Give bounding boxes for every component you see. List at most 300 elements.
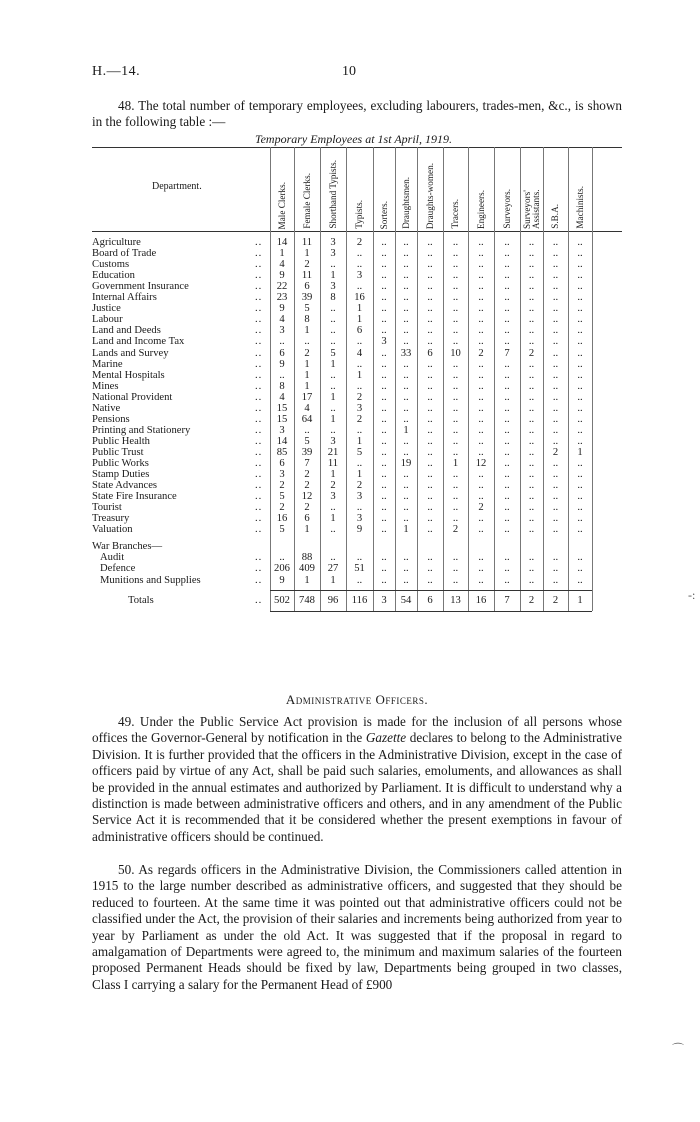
- leader-dots: ..: [255, 574, 263, 586]
- table-cell: ..: [552, 248, 559, 260]
- table-cell: 3: [330, 491, 336, 503]
- table-cell: ..: [504, 413, 510, 425]
- department-name: Justice: [92, 303, 121, 315]
- table-cell: ..: [504, 469, 510, 481]
- table-cell: ..: [528, 402, 535, 414]
- totals-cell: 16: [475, 594, 487, 606]
- table-cell: ..: [403, 380, 409, 392]
- table-cell: ..: [478, 314, 484, 326]
- table-cell: 1: [577, 446, 583, 458]
- table-cell: ..: [577, 347, 583, 359]
- table-cell: 2: [552, 446, 559, 458]
- leader-dots: ..: [255, 491, 263, 503]
- table-cell: ..: [478, 358, 484, 370]
- table-cell: ..: [427, 402, 433, 414]
- table-row: [92, 502, 622, 513]
- table-cell: ..: [403, 336, 409, 348]
- table-cell: 11: [301, 237, 313, 248]
- table-cell: 1: [356, 314, 363, 326]
- table-cell: ..: [528, 424, 535, 436]
- table-cell: ..: [478, 491, 484, 503]
- table-cell: ..: [381, 248, 387, 260]
- table-cell: ..: [552, 458, 559, 469]
- department-name: Treasury: [92, 513, 130, 525]
- table-cell: ..: [552, 402, 559, 414]
- table-cell: ..: [504, 574, 510, 586]
- table-row: [92, 403, 622, 414]
- table-cell: ..: [381, 380, 387, 392]
- table-cell: 3: [381, 336, 387, 348]
- table-cell: ..: [504, 380, 510, 392]
- table-cell: 409: [299, 563, 315, 575]
- leader-dots: ..: [255, 502, 263, 514]
- department-name: Public Health: [92, 435, 150, 447]
- totals-cell: 7: [504, 594, 510, 606]
- table-cell: ..: [504, 552, 510, 564]
- table-cell: ..: [356, 380, 363, 392]
- table-cell: 15: [276, 402, 288, 414]
- table-cell: ..: [381, 358, 387, 370]
- table-cell: ..: [381, 469, 387, 481]
- table-cell: ..: [427, 369, 433, 381]
- table-cell: ..: [403, 369, 409, 381]
- table-row: [92, 303, 622, 314]
- table-row: [92, 491, 622, 502]
- table-cell: 9: [279, 358, 285, 370]
- table-cell: ..: [452, 391, 459, 403]
- table-cell: ..: [478, 325, 484, 337]
- table-cell: ..: [552, 413, 559, 425]
- table-cell: 1: [304, 524, 310, 536]
- leader-dots: ..: [255, 458, 263, 469]
- table-cell: ..: [478, 413, 484, 425]
- table-cell: ..: [504, 259, 510, 271]
- table-cell: 2: [304, 480, 310, 492]
- table-cell: ..: [427, 292, 433, 304]
- table-cell: ..: [504, 281, 510, 293]
- table-row: [92, 381, 622, 392]
- leader-dots: ..: [255, 524, 263, 536]
- table-cell: ..: [504, 292, 510, 304]
- section-heading: Administrative Officers.: [285, 692, 429, 707]
- table-cell: 5: [330, 347, 336, 359]
- table-cell: ..: [427, 248, 433, 260]
- table-cell: ..: [577, 413, 583, 425]
- table-cell: ..: [356, 281, 363, 293]
- table-cell: ..: [478, 292, 484, 304]
- department-name: Government Insurance: [92, 281, 189, 293]
- table-cell: 88: [301, 552, 313, 564]
- table-cell: ..: [356, 358, 363, 370]
- department-name: Internal Affairs: [92, 292, 157, 304]
- department-name: Valuation: [92, 524, 133, 536]
- table-cell: ..: [403, 502, 409, 514]
- table-cell: 1: [330, 513, 336, 525]
- table-cell: ..: [427, 552, 433, 564]
- table-cell: ..: [381, 325, 387, 337]
- table-cell: ..: [403, 413, 409, 425]
- table-cell: ..: [330, 325, 336, 337]
- table-row: [92, 524, 622, 535]
- table-cell: ..: [330, 314, 336, 326]
- table-cell: ..: [381, 491, 387, 503]
- table-cell: ..: [528, 336, 535, 348]
- table-cell: ..: [478, 469, 484, 481]
- table-cell: ..: [356, 552, 363, 564]
- table-cell: ..: [403, 325, 409, 337]
- table-cell: ..: [528, 563, 535, 575]
- table-cell: ..: [452, 563, 459, 575]
- leader-dots: ..: [255, 281, 263, 293]
- table-cell: 1: [452, 458, 459, 469]
- table-cell: ..: [577, 380, 583, 392]
- table-cell: ..: [577, 502, 583, 514]
- table-cell: 3: [279, 469, 285, 481]
- totals-rule: [270, 590, 592, 591]
- table-cell: ..: [552, 369, 559, 381]
- table-cell: ..: [381, 446, 387, 458]
- table-cell: ..: [528, 446, 535, 458]
- table-cell: 14: [276, 237, 288, 248]
- table-row: [92, 281, 622, 292]
- table-cell: 3: [330, 435, 336, 447]
- table-cell: ..: [577, 563, 583, 575]
- table-cell: ..: [403, 248, 409, 260]
- table-cell: ..: [528, 237, 535, 248]
- leader-dots: ..: [255, 336, 263, 348]
- table-cell: ..: [452, 446, 459, 458]
- department-name: Land and Deeds: [92, 325, 161, 337]
- table-cell: ..: [427, 259, 433, 271]
- table-cell: ..: [427, 237, 433, 248]
- department-name: Stamp Duties: [92, 469, 150, 481]
- table-cell: ..: [528, 325, 535, 337]
- table-cell: ..: [528, 513, 535, 525]
- table-cell: ..: [478, 259, 484, 271]
- leader-dots: ..: [255, 369, 263, 381]
- table-cell: ..: [330, 380, 336, 392]
- department-name: State Advances: [92, 480, 158, 492]
- table-cell: ..: [452, 502, 459, 514]
- table-cell: ..: [528, 552, 535, 564]
- table-cell: 11: [327, 458, 339, 469]
- table-cell: ..: [478, 336, 484, 348]
- table-cell: ..: [452, 380, 459, 392]
- totals-cell: 2: [552, 594, 559, 606]
- leader-dots: ..: [255, 391, 263, 403]
- table-cell: ..: [403, 314, 409, 326]
- leader-dots: ..: [255, 237, 263, 248]
- table-cell: ..: [381, 347, 387, 359]
- column-header: Male Clerks.: [276, 181, 287, 229]
- table-cell: 1: [356, 369, 363, 381]
- department-name: Defence: [100, 563, 136, 575]
- table-cell: ..: [427, 491, 433, 503]
- table-cell: ..: [403, 446, 409, 458]
- table-cell: ..: [577, 248, 583, 260]
- table-cell: ..: [552, 391, 559, 403]
- table-cell: 1: [356, 435, 363, 447]
- table-cell: 39: [301, 446, 313, 458]
- table-cell: ..: [504, 369, 510, 381]
- department-name: Board of Trade: [92, 248, 157, 260]
- table-cell: ..: [504, 270, 510, 282]
- column-header: Female Clerks.: [301, 173, 312, 229]
- leader-dots: ..: [255, 552, 263, 564]
- column-header: Sorters.: [378, 200, 389, 229]
- table-row: [92, 469, 622, 480]
- table-cell: ..: [577, 325, 583, 337]
- totals-cell: 116: [351, 594, 368, 606]
- totals-cell: 96: [327, 594, 339, 606]
- leader-dots: ..: [255, 424, 263, 436]
- table-cell: ..: [577, 435, 583, 447]
- table-cell: ..: [504, 446, 510, 458]
- table-cell: ..: [427, 469, 433, 481]
- table-cell: ..: [427, 424, 433, 436]
- table-cell: ..: [478, 237, 484, 248]
- department-name: Land and Income Tax: [92, 336, 185, 348]
- table-cell: ..: [403, 259, 409, 271]
- leader-dots: ..: [255, 413, 263, 425]
- table-cell: 7: [304, 458, 310, 469]
- table-cell: ..: [504, 513, 510, 525]
- column-header: Shorthand Typists.: [327, 160, 338, 229]
- table-cell: ..: [356, 248, 363, 260]
- table-cell: 6: [304, 281, 310, 293]
- totals-cell: 13: [450, 594, 461, 606]
- table-cell: 5: [304, 303, 310, 315]
- table-cell: 19: [400, 458, 412, 469]
- leader-dots: ..: [255, 325, 263, 337]
- table-cell: ..: [403, 563, 409, 575]
- table-cell: ..: [552, 259, 559, 271]
- table-cell: ..: [528, 435, 535, 447]
- table-cell: ..: [452, 469, 459, 481]
- table-cell: ..: [330, 524, 336, 536]
- table-cell: 1: [304, 325, 310, 337]
- table-cell: ..: [478, 574, 484, 586]
- table-row: [92, 575, 622, 586]
- table-cell: ..: [577, 513, 583, 525]
- table-cell: ..: [528, 303, 535, 315]
- table-cell: 1: [304, 369, 310, 381]
- table-cell: ..: [381, 237, 387, 248]
- table-cell: ..: [552, 491, 559, 503]
- table-cell: ..: [478, 391, 484, 403]
- table-cell: ..: [403, 358, 409, 370]
- table-cell: 6: [279, 458, 285, 469]
- table-cell: ..: [552, 469, 559, 481]
- margin-mark: -:: [688, 588, 696, 602]
- table-cell: ..: [504, 502, 510, 514]
- table-cell: 4: [279, 391, 285, 403]
- department-name: Native: [92, 402, 121, 414]
- table-cell: ..: [528, 259, 535, 271]
- table-cell: ..: [356, 424, 363, 436]
- leader-dots: ..: [255, 248, 263, 260]
- table-row: [92, 392, 622, 403]
- table-cell: 2: [304, 347, 310, 359]
- table-cell: ..: [504, 563, 510, 575]
- table-cell: ..: [330, 552, 336, 564]
- table-cell: 9: [279, 270, 285, 282]
- table-row: [92, 248, 622, 259]
- table-cell: 4: [279, 259, 285, 271]
- leader-dots: ..: [255, 563, 263, 575]
- table-cell: ..: [504, 524, 510, 536]
- table-cell: ..: [504, 491, 510, 503]
- table-cell: 1: [279, 248, 285, 260]
- leader-dots: ..: [255, 380, 263, 392]
- table-cell: ..: [577, 402, 583, 414]
- department-name: Education: [92, 270, 135, 282]
- department-name: National Provident: [92, 391, 173, 403]
- department-name: Marine: [92, 358, 123, 370]
- table-cell: ..: [452, 424, 459, 436]
- table-cell: ..: [504, 480, 510, 492]
- table-cell: 3: [330, 281, 336, 293]
- table-cell: 2: [528, 347, 535, 359]
- table-cell: ..: [279, 336, 285, 348]
- table-cell: 8: [279, 380, 285, 392]
- table-cell: 3: [330, 237, 336, 248]
- table-cell: ..: [330, 303, 336, 315]
- table-cell: 3: [279, 325, 285, 337]
- report-reference: H.—14.: [92, 64, 141, 79]
- table-cell: ..: [427, 325, 433, 337]
- table-cell: ..: [381, 391, 387, 403]
- table-cell: 6: [279, 347, 285, 359]
- table-cell: ..: [330, 259, 336, 271]
- table-cell: 4: [279, 314, 285, 326]
- leader-dots: ..: [255, 402, 263, 414]
- leader-dots: ..: [255, 435, 263, 447]
- table-cell: 7: [504, 347, 510, 359]
- table-cell: ..: [403, 402, 409, 414]
- table-cell: ..: [427, 458, 433, 469]
- table-cell: 2: [304, 502, 310, 514]
- table-cell: ..: [552, 424, 559, 436]
- table-row: [92, 480, 622, 491]
- table-cell: ..: [577, 303, 583, 315]
- table-cell: ..: [452, 281, 459, 293]
- table-cell: ..: [452, 259, 459, 271]
- table-cell: ..: [552, 574, 559, 586]
- table-cell: 16: [354, 292, 365, 304]
- table-cell: 2: [279, 480, 285, 492]
- table-row: [92, 414, 622, 425]
- department-name: Agriculture: [92, 237, 141, 248]
- table-cell: 4: [356, 347, 363, 359]
- table-cell: ..: [452, 402, 459, 414]
- table-cell: ..: [381, 424, 387, 436]
- table-cell: ..: [552, 292, 559, 304]
- table-cell: ..: [403, 292, 409, 304]
- table-cell: ..: [504, 303, 510, 315]
- table-cell: ..: [577, 369, 583, 381]
- table-cell: ..: [528, 502, 535, 514]
- table-row: [92, 425, 622, 436]
- totals-cell: 54: [400, 594, 412, 606]
- table-cell: 33: [400, 347, 412, 359]
- table-cell: ..: [403, 391, 409, 403]
- table-cell: 2: [330, 480, 336, 492]
- table-cell: ..: [577, 574, 583, 586]
- table-cell: ..: [356, 502, 363, 514]
- table-cell: ..: [381, 552, 387, 564]
- table-cell: 2: [279, 502, 285, 514]
- table-cell: ..: [552, 502, 559, 514]
- table-cell: ..: [381, 524, 387, 536]
- table-cell: ..: [452, 480, 459, 492]
- totals-cell: 2: [528, 594, 535, 606]
- table-cell: ..: [478, 270, 484, 282]
- table-cell: ..: [381, 292, 387, 304]
- department-name: Public Trust: [92, 446, 144, 458]
- table-cell: ..: [552, 325, 559, 337]
- leader-dots: ..: [255, 469, 263, 481]
- table-cell: ..: [381, 281, 387, 293]
- table-cell: ..: [452, 303, 459, 315]
- table-cell: ..: [427, 281, 433, 293]
- table-cell: 9: [279, 303, 285, 315]
- table-cell: 1: [356, 303, 363, 315]
- table-row: [92, 336, 622, 347]
- table-cell: ..: [577, 237, 583, 248]
- table-cell: ..: [356, 336, 363, 348]
- table-cell: ..: [279, 552, 285, 564]
- leader-dots: ..: [255, 303, 263, 315]
- table-cell: ..: [427, 358, 433, 370]
- leader-dots: ..: [255, 513, 263, 525]
- table-cell: ..: [528, 292, 535, 304]
- table-cell: ..: [528, 248, 535, 260]
- column-header: Draughtsmen.: [400, 177, 411, 229]
- table-cell: ..: [504, 402, 510, 414]
- table-cell: ..: [356, 458, 363, 469]
- totals-cell: 748: [299, 594, 315, 606]
- table-cell: ..: [552, 281, 559, 293]
- table-cell: ..: [478, 402, 484, 414]
- department-name: Tourist: [92, 502, 122, 514]
- table-cell: ..: [478, 435, 484, 447]
- table-cell: ..: [304, 424, 310, 436]
- table-cell: 85: [276, 446, 288, 458]
- table-cell: ..: [528, 413, 535, 425]
- table-cell: ..: [403, 513, 409, 525]
- department-name: Mental Hospitals: [92, 369, 165, 381]
- table-cell: ..: [330, 424, 336, 436]
- table-cell: 10: [450, 347, 461, 359]
- table-cell: ..: [577, 281, 583, 293]
- table-row: [92, 447, 622, 458]
- table-cell: ..: [452, 270, 459, 282]
- table-cell: 9: [279, 574, 285, 586]
- table-cell: 2: [356, 237, 363, 248]
- table-cell: ..: [577, 292, 583, 304]
- table-cell: ..: [577, 314, 583, 326]
- table-cell: ..: [528, 391, 535, 403]
- leader-dots: ..: [255, 358, 263, 370]
- table-cell: 1: [330, 469, 336, 481]
- table-cell: 2: [356, 480, 363, 492]
- table-cell: ..: [403, 574, 409, 586]
- leader-dots: ..: [255, 347, 263, 359]
- table-row: [92, 563, 622, 574]
- table-cell: ..: [381, 502, 387, 514]
- table-cell: ..: [478, 513, 484, 525]
